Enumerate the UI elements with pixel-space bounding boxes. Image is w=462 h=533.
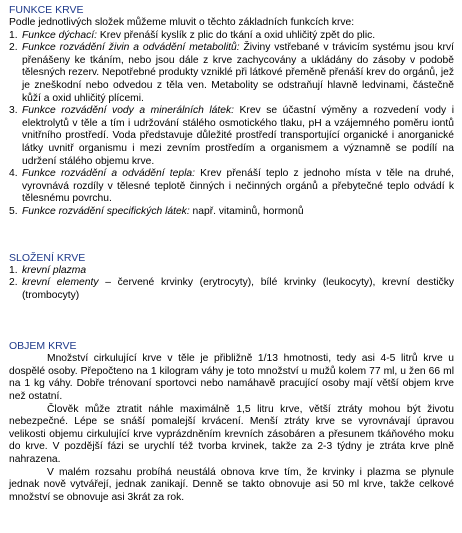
functions-list xyxy=(9,30,454,219)
section-objem-krve xyxy=(9,340,454,504)
intro-text: Podle jednotlivých složek můžeme mluvit o těchto základních funkcích krve: xyxy=(9,17,355,28)
list-number: 2. xyxy=(9,277,18,289)
list-number: 1. xyxy=(9,29,18,41)
list-item xyxy=(9,42,454,105)
list-item xyxy=(9,264,454,278)
list-number: 5. xyxy=(9,205,18,217)
item-term: krevní plazma xyxy=(22,264,87,276)
item-text: – červené krvinky (erytrocyty), bílé krvinky (leukocyty), krevní destičky (trombocyty) xyxy=(22,277,454,301)
spacer xyxy=(9,302,454,340)
list-item xyxy=(9,277,454,302)
heading-funkce-krve: FUNKCE KRVE xyxy=(9,4,84,16)
item-term: Funkce rozvádění a odvádění tepla: xyxy=(22,168,195,180)
list-number: 2. xyxy=(9,42,18,54)
list-number: 3. xyxy=(9,105,18,117)
list-item xyxy=(9,205,454,219)
item-term: krevní elementy xyxy=(22,277,99,289)
spacer xyxy=(9,219,454,252)
item-term: Funkce dýchací: xyxy=(22,29,97,41)
heading-objem-krve: OBJEM KRVE xyxy=(9,340,77,353)
section-slozeni-krve xyxy=(9,252,454,303)
list-item xyxy=(9,168,455,206)
section-funkce-krve xyxy=(9,4,454,219)
paragraph: Množství cirkulující krve v těle je přibližně 1/13 hmotnosti, tedy asi 4-5 litrů krve u dospělé osoby. Přepočteno na 1 kilogram váhy je toto množství u mužů kolem 77 ml, u žen 66 ml na 1 kg váhy. Dobře trénovaní sportovci nebo namáhavě pracující osoby mají větší objem krve než ostatní. xyxy=(9,353,454,403)
item-term: Funkce rozvádění vody a minerálních látek: xyxy=(22,105,234,117)
composition-list xyxy=(9,265,454,303)
list-item xyxy=(9,29,454,43)
item-term: Funkce rozvádění živin a odvádění metabolitů: xyxy=(22,42,240,54)
heading-slozeni-krve: SLOŽENÍ KRVE xyxy=(9,251,86,264)
paragraph: Člověk může ztratit náhle maximálně 1,5 litru krve, větší ztráty mohou být životu nebezpečné. Lépe se snáší pomalejší krvácení. Menší ztráty krve se vyrovnávají úpravou velikosti objemu cirkulující krve vyprázdněním krevních zásobáren a přesunem tkáňového moku do krve. V pozdější fázi se urychlí též tvorba krvinek, takže za 2-3 týdny je ztráta krve plně nahrazena. xyxy=(9,403,454,466)
item-text: Živiny vstřebané v trávicím systému jsou krví přenášeny ke tkáním, nebo jsou dále z krve zachycovány a ukládány do zásoby v podobě tělesných rezerv. Nepotřebné produkty vzniklé při látkové přeměně přenáší krev do orgánů, jež je zneškodní nebo odvedou z těla ven. Metabolity se odstraňují hlavně ledvinami, částečně kůží a oxid uhličitý plícemi. xyxy=(22,42,454,104)
item-text: např. vitaminů, hormonů xyxy=(189,205,304,217)
list-item xyxy=(9,105,455,168)
list-number: 4. xyxy=(9,168,18,180)
list-number: 1. xyxy=(9,264,18,276)
item-text: Krev se účastní výměny a rozvedení vody i elektrolytů v těle a tím i udržování stálého osmotického tlaku, pH a vzájemného poměru iontů vnitřního prostředí. Voda představuje důležité prostředí transportující organické i anorganické látky uvnitř organismu i mezi zevním prostředím a organismem a významně se podílí na udržení stálého objemu krve. xyxy=(22,105,455,167)
item-term: Funkce rozvádění specifických látek: xyxy=(22,205,190,217)
item-text: Krev přenáší kyslík z plic do tkání a oxid uhličitý zpět do plic. xyxy=(96,29,376,41)
paragraph: V malém rozsahu probíhá neustálá obnova krve tím, že krvinky i plazma se plynule jednak nově vytvářejí, jednak zanikají. Denně se takto obnovuje asi 50 ml krve, takže celkové množství se obnovuje asi 3krát za rok. xyxy=(9,466,454,503)
item-text: Krev přenáší teplo z jednoho místa v těle na druhé, vyrovnává rozdíly v tělesné teplotě činných i nečinných orgánů a přebytečné teplo odvádí k tělesnému povrchu. xyxy=(22,168,455,205)
